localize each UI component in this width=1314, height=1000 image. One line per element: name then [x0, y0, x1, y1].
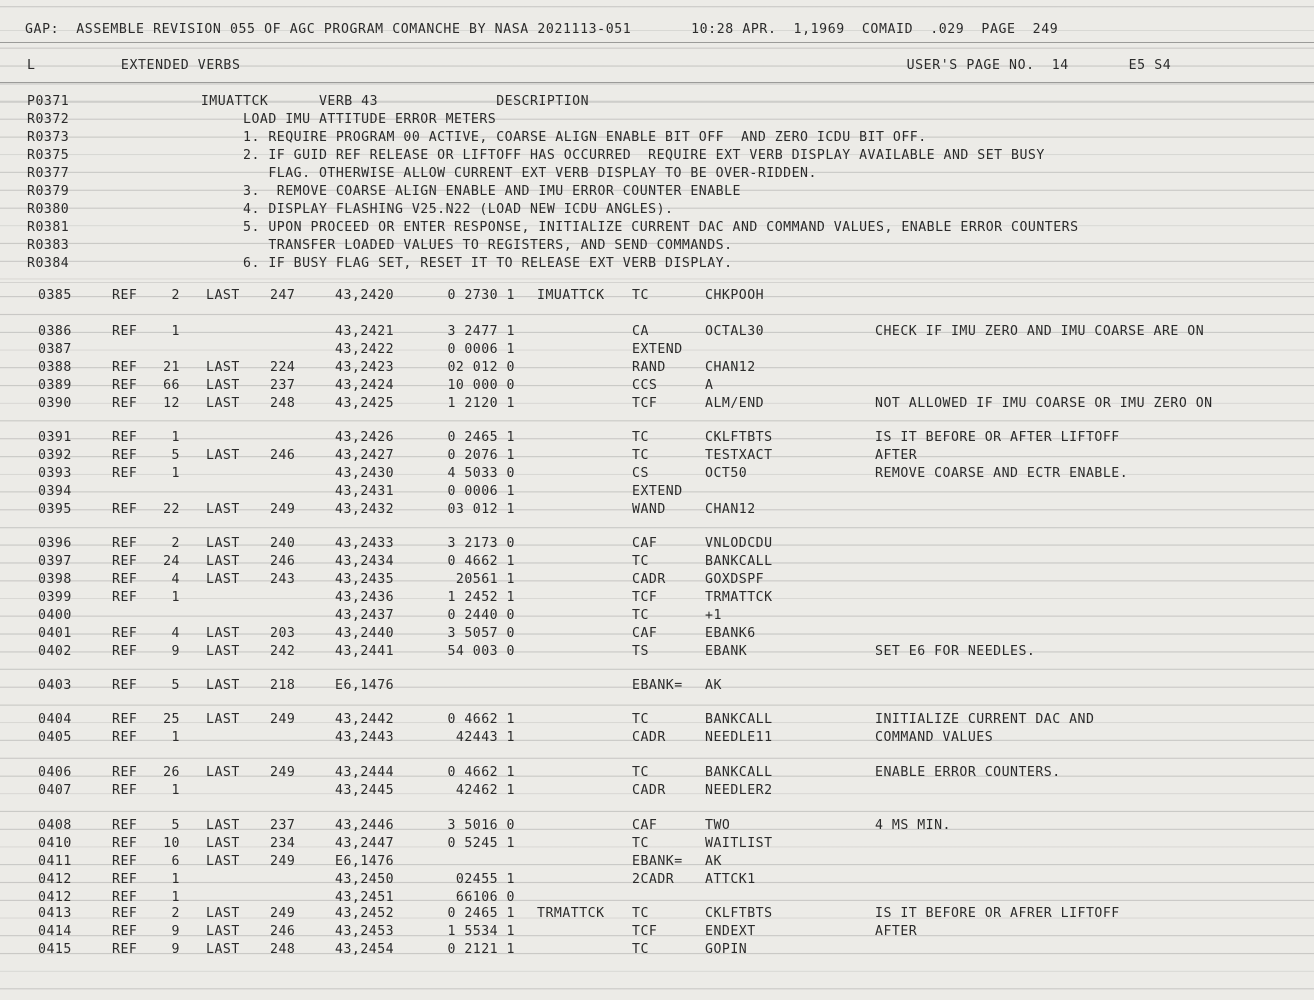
line-number: 0391: [38, 430, 72, 445]
description-line-id: R0383: [27, 238, 70, 253]
address: 43,2432: [335, 502, 395, 517]
ref-keyword: REF: [112, 712, 138, 727]
line-number: 0402: [38, 644, 72, 659]
description-line-id: P0371: [27, 94, 70, 109]
last-page: 224: [270, 360, 296, 375]
address: E6,1476: [335, 678, 395, 693]
last-page: 248: [270, 942, 296, 957]
line-number: 0389: [38, 378, 72, 393]
last-keyword: LAST: [206, 678, 240, 693]
last-page: 246: [270, 924, 296, 939]
opcode: TC: [632, 608, 649, 623]
operand: GOXDSPF: [705, 572, 765, 587]
ref-count: 4: [171, 572, 180, 587]
description-line-id: R0373: [27, 130, 70, 145]
opcode: WAND: [632, 502, 666, 517]
octal-word: 3 5016 0: [447, 818, 515, 833]
last-keyword: LAST: [206, 712, 240, 727]
last-page: 243: [270, 572, 296, 587]
address: 43,2441: [335, 644, 395, 659]
opcode: TC: [632, 712, 649, 727]
last-page: 246: [270, 554, 296, 569]
address: 43,2454: [335, 942, 395, 957]
octal-word: 0 0006 1: [447, 342, 515, 357]
address: 43,2453: [335, 924, 395, 939]
operand: BANKCALL: [705, 554, 773, 569]
divider: [0, 42, 1314, 43]
opcode: TC: [632, 448, 649, 463]
last-keyword: LAST: [206, 572, 240, 587]
octal-word: 0 2121 1: [447, 942, 515, 957]
last-keyword: LAST: [206, 765, 240, 780]
ref-keyword: REF: [112, 678, 138, 693]
last-page: 248: [270, 396, 296, 411]
octal-word: 42462 1: [455, 783, 515, 798]
symbol-label: IMUATTCK: [537, 288, 605, 303]
address: 43,2430: [335, 466, 395, 481]
octal-word: 0 2440 0: [447, 608, 515, 623]
line-number: 0410: [38, 836, 72, 851]
last-keyword: LAST: [206, 554, 240, 569]
opcode: TCF: [632, 396, 658, 411]
comment: ENABLE ERROR COUNTERS.: [875, 765, 1061, 780]
ref-keyword: REF: [112, 818, 138, 833]
last-keyword: LAST: [206, 854, 240, 869]
header-title-line: GAP: ASSEMBLE REVISION 055 OF AGC PROGRAM COMANCHE BY NASA 2021113-051 10:28 APR. 1,1969 COMAID .029 PAGE 249: [25, 22, 1059, 37]
opcode: CAF: [632, 626, 658, 641]
last-page: 218: [270, 678, 296, 693]
operand: AK: [705, 678, 722, 693]
last-page: 234: [270, 836, 296, 851]
last-keyword: LAST: [206, 536, 240, 551]
octal-word: 02 012 0: [447, 360, 515, 375]
ref-count: 1: [171, 590, 180, 605]
address: 43,2421: [335, 324, 395, 339]
ref-keyword: REF: [112, 890, 138, 905]
description-line-id: R0375: [27, 148, 70, 163]
ref-keyword: REF: [112, 288, 138, 303]
opcode: TCF: [632, 590, 658, 605]
line-number: 0400: [38, 608, 72, 623]
address: 43,2423: [335, 360, 395, 375]
ref-count: 1: [171, 872, 180, 887]
comment: 4 MS MIN.: [875, 818, 951, 833]
address: 43,2427: [335, 448, 395, 463]
last-keyword: LAST: [206, 836, 240, 851]
address: 43,2443: [335, 730, 395, 745]
divider: [0, 102, 1314, 103]
opcode: TC: [632, 765, 649, 780]
ref-count: 5: [171, 818, 180, 833]
ref-keyword: REF: [112, 466, 138, 481]
ref-keyword: REF: [112, 378, 138, 393]
opcode: CAF: [632, 818, 658, 833]
operand: A: [705, 378, 714, 393]
line-number: 0398: [38, 572, 72, 587]
ref-keyword: REF: [112, 854, 138, 869]
octal-word: 42443 1: [455, 730, 515, 745]
operand: NEEDLE11: [705, 730, 773, 745]
operand: WAITLIST: [705, 836, 773, 851]
address: 43,2434: [335, 554, 395, 569]
address: 43,2437: [335, 608, 395, 623]
line-number: 0396: [38, 536, 72, 551]
ref-keyword: REF: [112, 783, 138, 798]
divider: [0, 82, 1314, 83]
octal-word: 03 012 1: [447, 502, 515, 517]
ref-keyword: REF: [112, 836, 138, 851]
octal-word: 0 2730 1: [447, 288, 515, 303]
last-keyword: LAST: [206, 378, 240, 393]
ref-keyword: REF: [112, 430, 138, 445]
octal-word: 3 2173 0: [447, 536, 515, 551]
ref-count: 21: [163, 360, 180, 375]
address: 43,2450: [335, 872, 395, 887]
operand: ATTCK1: [705, 872, 756, 887]
opcode: CADR: [632, 730, 666, 745]
ref-count: 5: [171, 448, 180, 463]
octal-word: 0 0006 1: [447, 484, 515, 499]
ref-count: 26: [163, 765, 180, 780]
ref-keyword: REF: [112, 924, 138, 939]
octal-word: 10 000 0: [447, 378, 515, 393]
ref-keyword: REF: [112, 396, 138, 411]
address: 43,2431: [335, 484, 395, 499]
octal-word: 0 4662 1: [447, 765, 515, 780]
opcode: EXTEND: [632, 484, 683, 499]
operand: NEEDLER2: [705, 783, 773, 798]
octal-word: 1 2120 1: [447, 396, 515, 411]
ref-count: 2: [171, 906, 180, 921]
line-number: 0386: [38, 324, 72, 339]
last-page: 249: [270, 712, 296, 727]
ref-keyword: REF: [112, 502, 138, 517]
description-line-id: R0384: [27, 256, 70, 271]
opcode: 2CADR: [632, 872, 675, 887]
operand: TRMATTCK: [705, 590, 773, 605]
operand: CHAN12: [705, 502, 756, 517]
ref-count: 1: [171, 430, 180, 445]
last-page: 203: [270, 626, 296, 641]
ref-count: 24: [163, 554, 180, 569]
opcode: CADR: [632, 783, 666, 798]
ref-keyword: REF: [112, 554, 138, 569]
octal-word: 0 4662 1: [447, 712, 515, 727]
line-number: 0403: [38, 678, 72, 693]
ref-keyword: REF: [112, 324, 138, 339]
opcode: CS: [632, 466, 649, 481]
last-page: 249: [270, 765, 296, 780]
operand: CHKPOOH: [705, 288, 765, 303]
ref-keyword: REF: [112, 626, 138, 641]
ref-keyword: REF: [112, 536, 138, 551]
operand: EBANK: [705, 644, 748, 659]
ref-keyword: REF: [112, 644, 138, 659]
divider: [0, 282, 1314, 283]
line-number: 0413: [38, 906, 72, 921]
address: 43,2424: [335, 378, 395, 393]
opcode: EXTEND: [632, 342, 683, 357]
comment: CHECK IF IMU ZERO AND IMU COARSE ARE ON: [875, 324, 1205, 339]
ref-count: 9: [171, 942, 180, 957]
ref-keyword: REF: [112, 765, 138, 780]
line-number: 0407: [38, 783, 72, 798]
opcode: RAND: [632, 360, 666, 375]
operand: GOPIN: [705, 942, 748, 957]
ref-count: 5: [171, 678, 180, 693]
ref-keyword: REF: [112, 572, 138, 587]
line-number: 0388: [38, 360, 72, 375]
description-line-text: 1. REQUIRE PROGRAM 00 ACTIVE, COARSE ALIGN ENABLE BIT OFF AND ZERO ICDU BIT OFF.: [108, 130, 927, 145]
ref-keyword: REF: [112, 906, 138, 921]
octal-word: 66106 0: [455, 890, 515, 905]
ref-count: 12: [163, 396, 180, 411]
line-number: 0395: [38, 502, 72, 517]
octal-word: 4 5033 0: [447, 466, 515, 481]
operand: ALM/END: [705, 396, 765, 411]
line-number: 0397: [38, 554, 72, 569]
line-number: 0405: [38, 730, 72, 745]
ref-count: 10: [163, 836, 180, 851]
operand: CKLFTBTS: [705, 906, 773, 921]
header-section-line: L EXTENDED VERBS USER'S PAGE NO. 14 E5 S4: [27, 58, 1172, 73]
address: 43,2425: [335, 396, 395, 411]
address: 43,2422: [335, 342, 395, 357]
description-line-text: FLAG. OTHERWISE ALLOW CURRENT EXT VERB DISPLAY TO BE OVER-RIDDEN.: [108, 166, 817, 181]
description-line-text: 6. IF BUSY FLAG SET, RESET IT TO RELEASE EXT VERB DISPLAY.: [108, 256, 733, 271]
last-keyword: LAST: [206, 288, 240, 303]
symbol-label: TRMATTCK: [537, 906, 605, 921]
octal-word: 20561 1: [455, 572, 515, 587]
last-page: 242: [270, 644, 296, 659]
line-number: 0411: [38, 854, 72, 869]
address: 43,2446: [335, 818, 395, 833]
octal-word: 1 2452 1: [447, 590, 515, 605]
comment: REMOVE COARSE AND ECTR ENABLE.: [875, 466, 1129, 481]
octal-word: 0 4662 1: [447, 554, 515, 569]
address: 43,2440: [335, 626, 395, 641]
ref-keyword: REF: [112, 730, 138, 745]
ref-count: 9: [171, 644, 180, 659]
last-page: 249: [270, 854, 296, 869]
address: 43,2426: [335, 430, 395, 445]
opcode: EBANK=: [632, 854, 683, 869]
opcode: TC: [632, 288, 649, 303]
last-keyword: LAST: [206, 906, 240, 921]
operand: BANKCALL: [705, 712, 773, 727]
last-page: 247: [270, 288, 296, 303]
comment: SET E6 FOR NEEDLES.: [875, 644, 1036, 659]
description-line-text: 2. IF GUID REF RELEASE OR LIFTOFF HAS OCCURRED REQUIRE EXT VERB DISPLAY AVAILABLE AND SET BUSY: [108, 148, 1045, 163]
address: 43,2445: [335, 783, 395, 798]
operand: CKLFTBTS: [705, 430, 773, 445]
comment: NOT ALLOWED IF IMU COARSE OR IMU ZERO ON: [875, 396, 1213, 411]
line-number: 0390: [38, 396, 72, 411]
description-line-text: TRANSFER LOADED VALUES TO REGISTERS, AND SEND COMMANDS.: [108, 238, 733, 253]
address: 43,2436: [335, 590, 395, 605]
address: 43,2452: [335, 906, 395, 921]
opcode: EBANK=: [632, 678, 683, 693]
octal-word: 54 003 0: [447, 644, 515, 659]
ref-count: 4: [171, 626, 180, 641]
ref-count: 1: [171, 730, 180, 745]
line-number: 0408: [38, 818, 72, 833]
operand: EBANK6: [705, 626, 756, 641]
ref-count: 1: [171, 324, 180, 339]
operand: VNLODCDU: [705, 536, 773, 551]
line-number: 0412: [38, 872, 72, 887]
opcode: TC: [632, 906, 649, 921]
address: 43,2447: [335, 836, 395, 851]
octal-word: 3 5057 0: [447, 626, 515, 641]
ref-count: 9: [171, 924, 180, 939]
last-keyword: LAST: [206, 448, 240, 463]
line-number: 0406: [38, 765, 72, 780]
ref-count: 25: [163, 712, 180, 727]
ref-count: 22: [163, 502, 180, 517]
ref-count: 1: [171, 466, 180, 481]
ref-keyword: REF: [112, 942, 138, 957]
ref-count: 2: [171, 536, 180, 551]
opcode: TC: [632, 554, 649, 569]
description-line-text: 5. UPON PROCEED OR ENTER RESPONSE, INITIALIZE CURRENT DAC AND COMMAND VALUES, ENABLE ERROR COUNTERS: [108, 220, 1079, 235]
opcode: TC: [632, 942, 649, 957]
description-line-id: R0372: [27, 112, 70, 127]
line-number: 0394: [38, 484, 72, 499]
ref-count: 6: [171, 854, 180, 869]
line-number: 0401: [38, 626, 72, 641]
octal-word: 0 5245 1: [447, 836, 515, 851]
last-page: 237: [270, 818, 296, 833]
comment: IS IT BEFORE OR AFRER LIFTOFF: [875, 906, 1120, 921]
ref-keyword: REF: [112, 872, 138, 887]
description-line-id: R0379: [27, 184, 70, 199]
line-number: 0385: [38, 288, 72, 303]
last-keyword: LAST: [206, 396, 240, 411]
description-line-id: R0377: [27, 166, 70, 181]
last-keyword: LAST: [206, 502, 240, 517]
octal-word: 1 5534 1: [447, 924, 515, 939]
line-number: 0404: [38, 712, 72, 727]
last-page: 246: [270, 448, 296, 463]
opcode: TS: [632, 644, 649, 659]
octal-word: 02455 1: [455, 872, 515, 887]
ref-keyword: REF: [112, 448, 138, 463]
ref-keyword: REF: [112, 360, 138, 375]
address: 43,2451: [335, 890, 395, 905]
address: 43,2435: [335, 572, 395, 587]
ref-count: 1: [171, 783, 180, 798]
comment: COMMAND VALUES: [875, 730, 994, 745]
address: 43,2420: [335, 288, 395, 303]
operand: OCTAL30: [705, 324, 765, 339]
operand: BANKCALL: [705, 765, 773, 780]
description-line-text: IMUATTCK VERB 43 DESCRIPTION: [108, 94, 590, 109]
operand: AK: [705, 854, 722, 869]
operand: TESTXACT: [705, 448, 773, 463]
last-page: 237: [270, 378, 296, 393]
operand: CHAN12: [705, 360, 756, 375]
comment: AFTER: [875, 924, 918, 939]
operand: OCT50: [705, 466, 748, 481]
address: 43,2444: [335, 765, 395, 780]
comment: IS IT BEFORE OR AFTER LIFTOFF: [875, 430, 1120, 445]
line-number: 0414: [38, 924, 72, 939]
address: 43,2433: [335, 536, 395, 551]
last-page: 249: [270, 906, 296, 921]
last-keyword: LAST: [206, 626, 240, 641]
octal-word: 0 2076 1: [447, 448, 515, 463]
last-page: 240: [270, 536, 296, 551]
opcode: CAF: [632, 536, 658, 551]
description-line-id: R0380: [27, 202, 70, 217]
ref-count: 1: [171, 890, 180, 905]
opcode: TC: [632, 836, 649, 851]
opcode: CADR: [632, 572, 666, 587]
line-number: 0412: [38, 890, 72, 905]
description-line-text: 3. REMOVE COARSE ALIGN ENABLE AND IMU ERROR COUNTER ENABLE: [108, 184, 741, 199]
comment: AFTER: [875, 448, 918, 463]
description-line-id: R0381: [27, 220, 70, 235]
description-line-text: 4. DISPLAY FLASHING V25.N22 (LOAD NEW ICDU ANGLES).: [108, 202, 674, 217]
line-number: 0399: [38, 590, 72, 605]
octal-word: 0 2465 1: [447, 430, 515, 445]
opcode: CA: [632, 324, 649, 339]
opcode: TC: [632, 430, 649, 445]
last-keyword: LAST: [206, 644, 240, 659]
line-number: 0392: [38, 448, 72, 463]
last-keyword: LAST: [206, 818, 240, 833]
opcode: CCS: [632, 378, 658, 393]
octal-word: 3 2477 1: [447, 324, 515, 339]
octal-word: 0 2465 1: [447, 906, 515, 921]
operand: ENDEXT: [705, 924, 756, 939]
address: 43,2442: [335, 712, 395, 727]
last-page: 249: [270, 502, 296, 517]
address: E6,1476: [335, 854, 395, 869]
line-number: 0415: [38, 942, 72, 957]
last-keyword: LAST: [206, 924, 240, 939]
ref-keyword: REF: [112, 590, 138, 605]
operand: +1: [705, 608, 722, 623]
ref-count: 2: [171, 288, 180, 303]
comment: INITIALIZE CURRENT DAC AND: [875, 712, 1095, 727]
line-number: 0387: [38, 342, 72, 357]
last-keyword: LAST: [206, 360, 240, 375]
opcode: TCF: [632, 924, 658, 939]
operand: TWO: [705, 818, 731, 833]
last-keyword: LAST: [206, 942, 240, 957]
line-number: 0393: [38, 466, 72, 481]
ref-count: 66: [163, 378, 180, 393]
description-line-text: LOAD IMU ATTITUDE ERROR METERS: [108, 112, 497, 127]
